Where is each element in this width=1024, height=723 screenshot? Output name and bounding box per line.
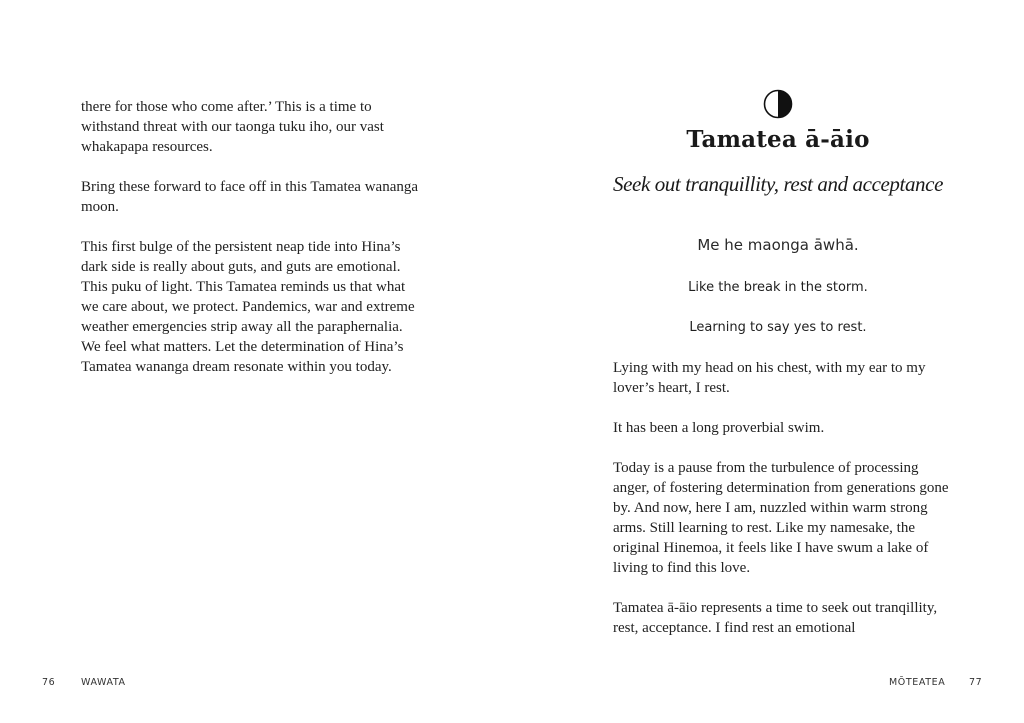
right-paragraph-3: Today is a pause from the turbulence of processing anger, of fostering determination from generations gone by. And now, here I am, nuzzled within warm strong arms. Still learning to rest. Like my namesake, the original Hinemoa, it feels like I have swum a lake of living to find this love.: [613, 460, 949, 576]
left-page-number: 76: [42, 677, 56, 688]
right-page-body: [613, 358, 953, 658]
proverb-translation: Like the break in the storm.: [688, 280, 868, 295]
proverb: Me he maonga āwhā.: [697, 236, 859, 254]
page-subtitle: Seek out tranquillity, rest and acceptance: [613, 172, 943, 196]
left-running-title: WAWATA: [81, 677, 126, 688]
affirmation: Learning to say yes to rest.: [689, 320, 867, 335]
half-moon-icon: [763, 89, 793, 119]
left-paragraph-2: Bring these forward to face off in this Tamatea wananga moon.: [81, 179, 419, 215]
left-page-body: [81, 97, 421, 397]
left-paragraph-3: This first bulge of the persistent neap tide into Hina’s dark side is really about guts, and guts are emotional. This puku of light. This Tamatea reminds us that what we care about, we protect. Pandemics, war and extreme weather emergencies strip away all the paraphernalia. We feel what matters. Let the determination of Hina’s Tamatea wananga dream resonate within you today.: [81, 239, 415, 375]
right-running-title: MŌTEATEA: [889, 677, 946, 688]
right-page: [512, 0, 1024, 723]
right-paragraph-2: It has been a long proverbial swim.: [613, 420, 825, 436]
right-page-number: 77: [969, 677, 983, 688]
right-paragraph-4: Tamatea ā-āio represents a time to seek out tranqillity, rest, acceptance. I find rest an emotional: [613, 600, 938, 636]
page-title: Tamatea ā-āio: [686, 126, 870, 153]
left-paragraph-1: there for those who come after.’ This is a time to withstand threat with our taonga tuku iho, our vast whakapapa resources.: [81, 99, 384, 155]
right-paragraph-1: Lying with my head on his chest, with my ear to my lover’s heart, I rest.: [613, 360, 926, 396]
